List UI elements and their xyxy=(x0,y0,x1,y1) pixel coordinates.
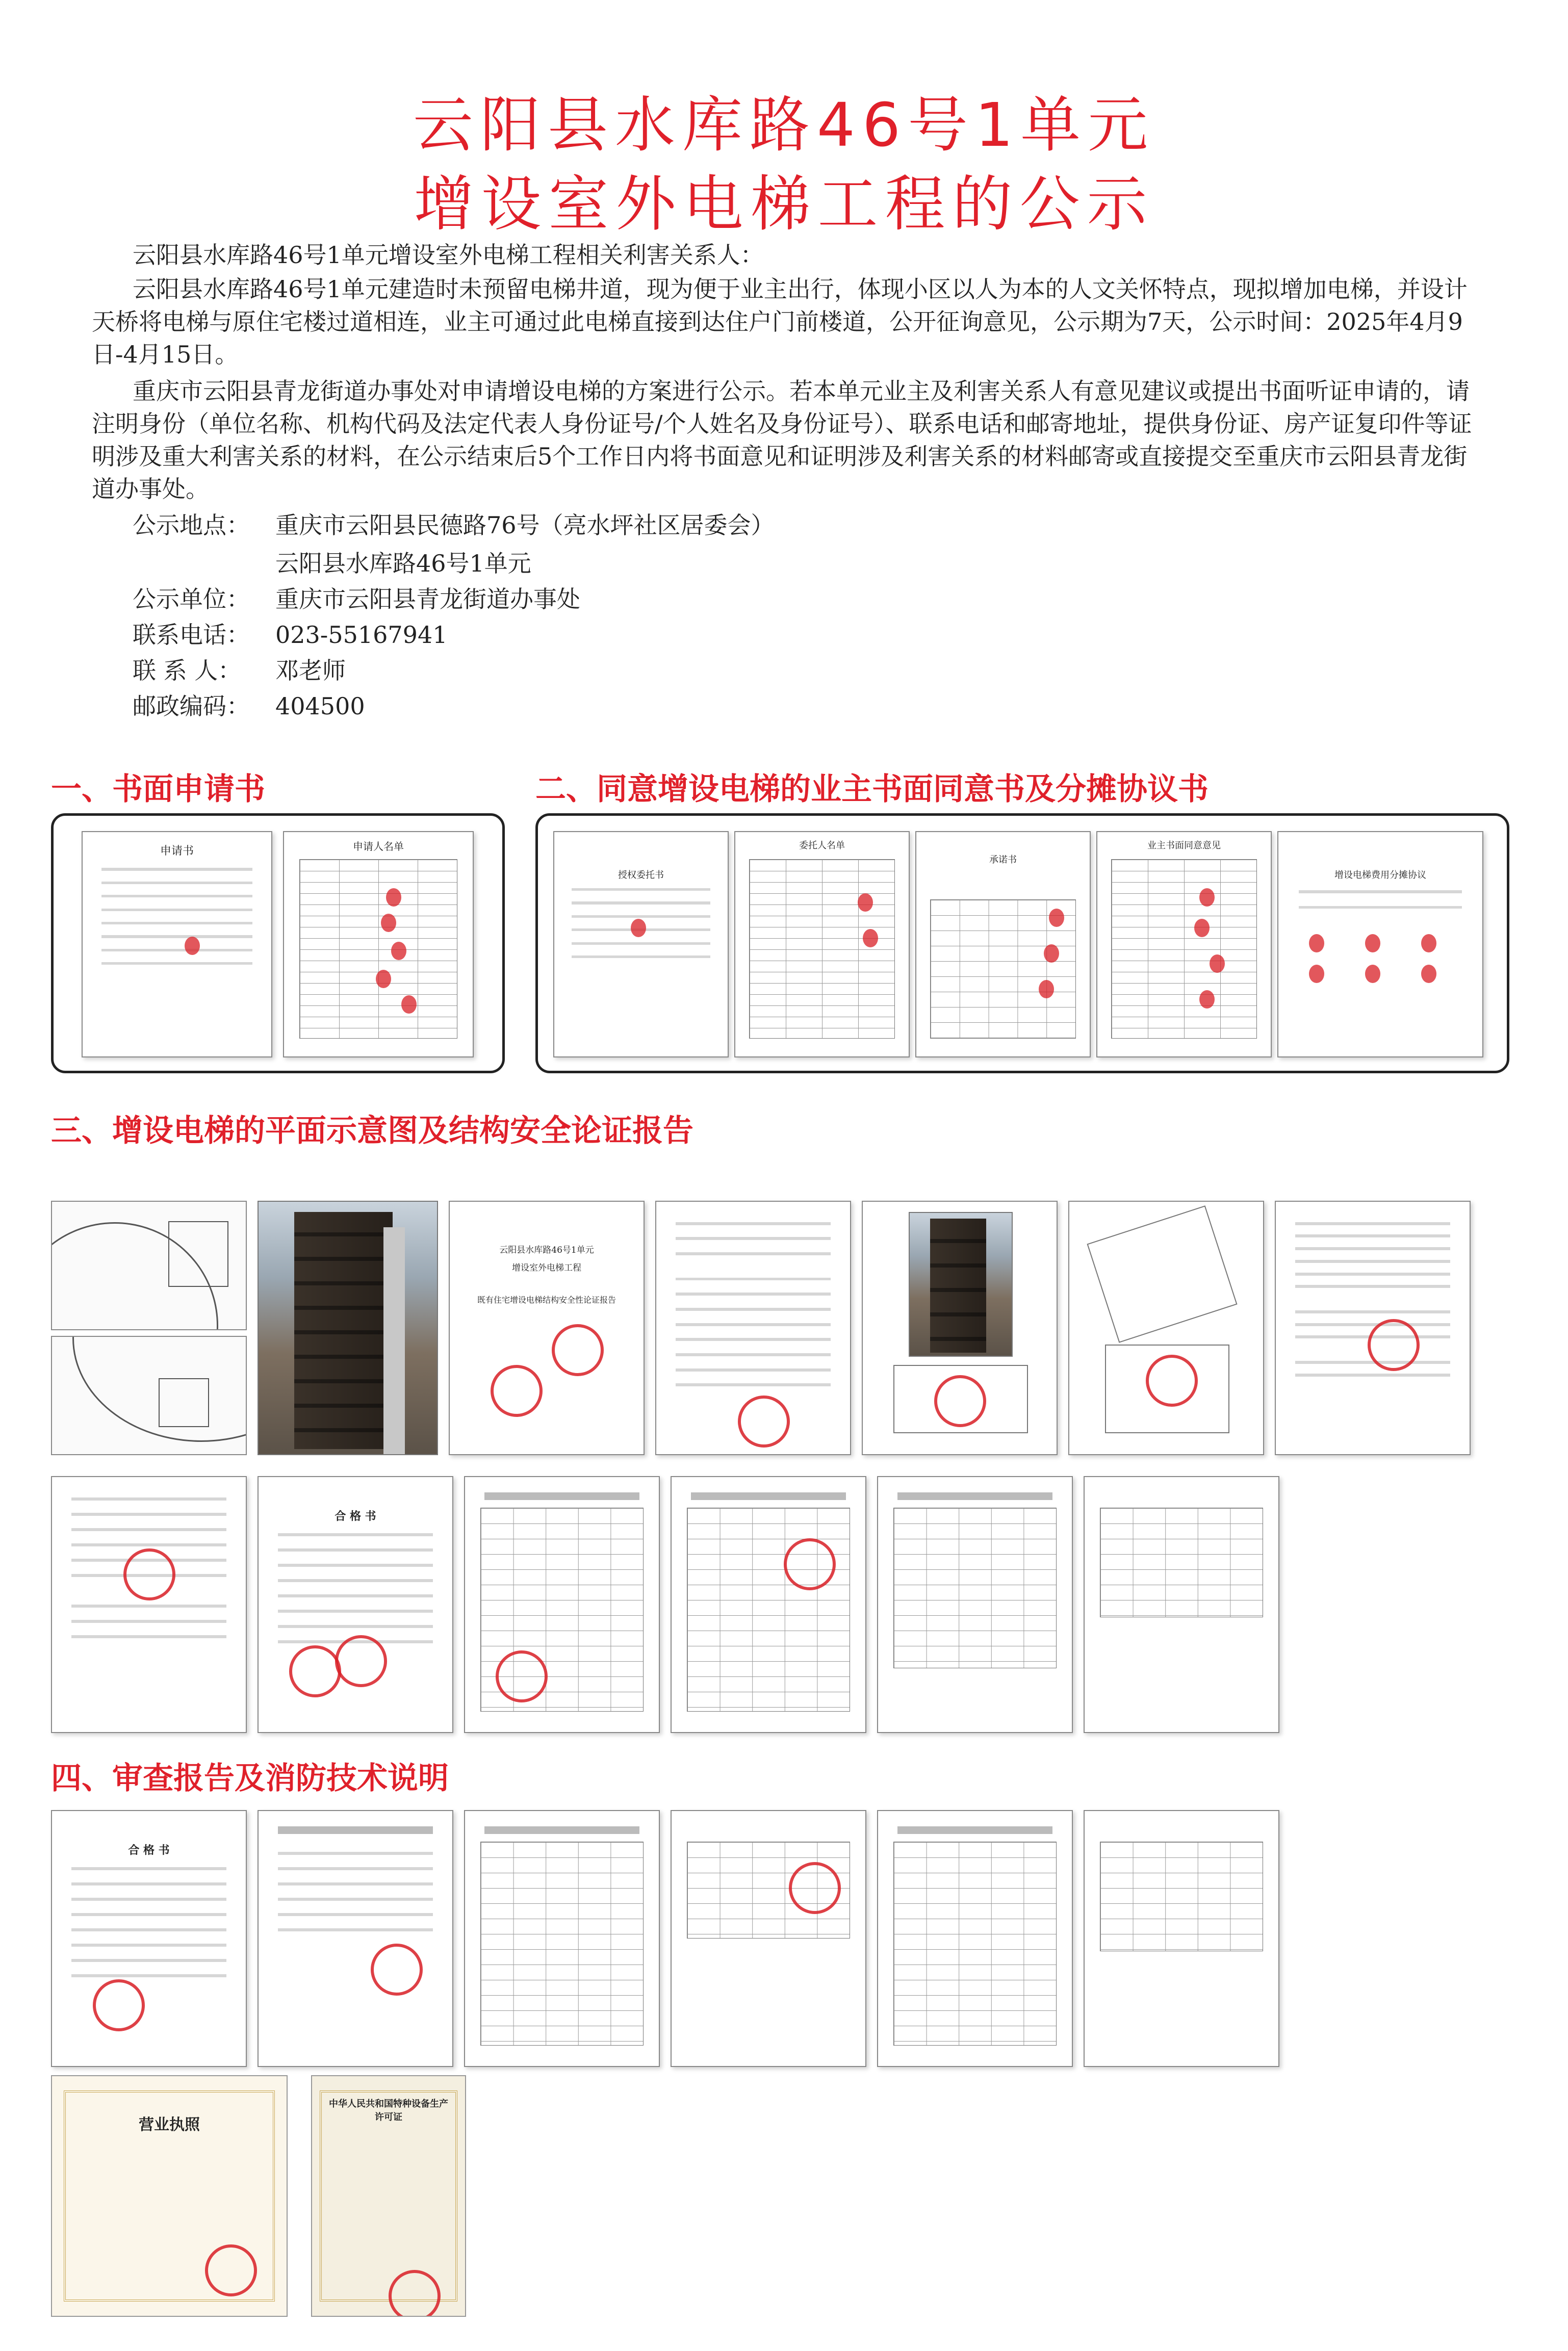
qualification-certificate-2: 合 格 书 xyxy=(51,1810,247,2067)
phone-label: 联系电话： xyxy=(133,621,250,649)
unit-value: 重庆市云阳县青龙街道办事处 xyxy=(275,585,580,613)
review-form-2 xyxy=(671,1476,866,1733)
site-plan-2 xyxy=(51,1336,247,1455)
location-label: 公示地点： xyxy=(133,511,250,539)
cost-sharing-doc: 增设电梯费用分摊协议 xyxy=(1277,831,1483,1057)
location-2: 云阳县水库路46号1单元 xyxy=(275,550,531,577)
applicant-list-doc: 申请人名单 xyxy=(283,831,474,1057)
site-layout-drawing xyxy=(1068,1201,1264,1455)
report-page-2 xyxy=(1275,1201,1471,1455)
review-form-3 xyxy=(877,1476,1073,1733)
section-2-heading: 二、同意增设电梯的业主书面同意书及分摊协议书 xyxy=(535,771,1209,807)
business-license: 营业执照 xyxy=(51,2075,288,2317)
owner-consent-doc: 业主书面同意意见 xyxy=(1096,831,1272,1057)
review-report-page-4 xyxy=(877,1810,1073,2067)
commitment-doc: 承诺书 xyxy=(915,831,1091,1057)
section-4-heading: 四、审查报告及消防技术说明 xyxy=(51,1761,449,1796)
review-report-page-3 xyxy=(671,1810,866,2067)
page-title-line1: 云阳县水库路46号1单元 xyxy=(413,90,1155,160)
elevation-drawing xyxy=(862,1201,1058,1455)
site-plan-1 xyxy=(51,1201,247,1330)
report-page-1 xyxy=(655,1201,851,1455)
qualification-certificate: 合 格 书 xyxy=(258,1476,453,1733)
postcode-label: 邮政编码： xyxy=(133,692,250,720)
person-value: 邓老师 xyxy=(275,657,346,684)
section-1-frame xyxy=(51,813,505,1073)
structural-report-cover: 云阳县水库路46号1单元 增设室外电梯工程 既有住宅增设电梯结构安全性论证报告 xyxy=(449,1201,645,1455)
delegate-list-doc: 委托人名单 xyxy=(734,831,910,1057)
special-equipment-license: 中华人民共和国特种设备生产许可证 xyxy=(311,2075,466,2317)
building-photo xyxy=(258,1201,438,1455)
notice-paragraph-2: 重庆市云阳县青龙街道办事处对申请增设电梯的方案进行公示。若本单元业主及利害关系人有意见建议或提出书面听证申请的，请注明身份（单位名称、机构代码及法定代表人身份证号/个人姓名及身份证号）、联系电话和邮寄地址，提供身份证、房产证复印件等证明涉及重大利害关系的材料，在公示结束后5个工作日内将书面意见和证明涉及利害关系的材料邮寄或直接提交至重庆市云阳县青龙街道办事处。 xyxy=(92,377,1472,503)
authorization-doc: 授权委托书 xyxy=(553,831,729,1057)
person-label: 联 系 人： xyxy=(133,657,242,684)
section-2-frame xyxy=(535,813,1509,1073)
phone-value: 023-55167941 xyxy=(275,621,448,649)
section-3-heading: 三、增设电梯的平面示意图及结构安全论证报告 xyxy=(51,1113,693,1149)
location-1: 重庆市云阳县民德路76号（亮水坪社区居委会） xyxy=(275,511,775,539)
notice-addressee: 云阳县水库路46号1单元增设室外电梯工程相关利害关系人： xyxy=(133,241,764,269)
review-form-1 xyxy=(464,1476,660,1733)
notice-paragraph-1: 云阳县水库路46号1单元建造时未预留电梯井道，现为便于业主出行，体现小区以人为本的人文关怀特点，现拟增加电梯，并设计天桥将电梯与原住宅楼过道相连，业主可通过此电梯直接到达住户门前楼道，公开征询意见，公示期为7天，公示时间：2025年4月9日-4月15日。 xyxy=(92,275,1468,368)
report-page-3 xyxy=(51,1476,247,1733)
postcode-value: 404500 xyxy=(275,692,365,720)
review-report-page-2 xyxy=(464,1810,660,2067)
review-report-page-1 xyxy=(258,1810,453,2067)
page-title-line2: 增设室外电梯工程的公示 xyxy=(414,169,1154,239)
section-1-heading: 一、书面申请书 xyxy=(51,771,265,807)
review-report-page-5 xyxy=(1084,1810,1279,2067)
application-letter-doc: 申请书 xyxy=(82,831,272,1057)
unit-label: 公示单位： xyxy=(133,585,250,613)
review-form-4 xyxy=(1084,1476,1279,1733)
